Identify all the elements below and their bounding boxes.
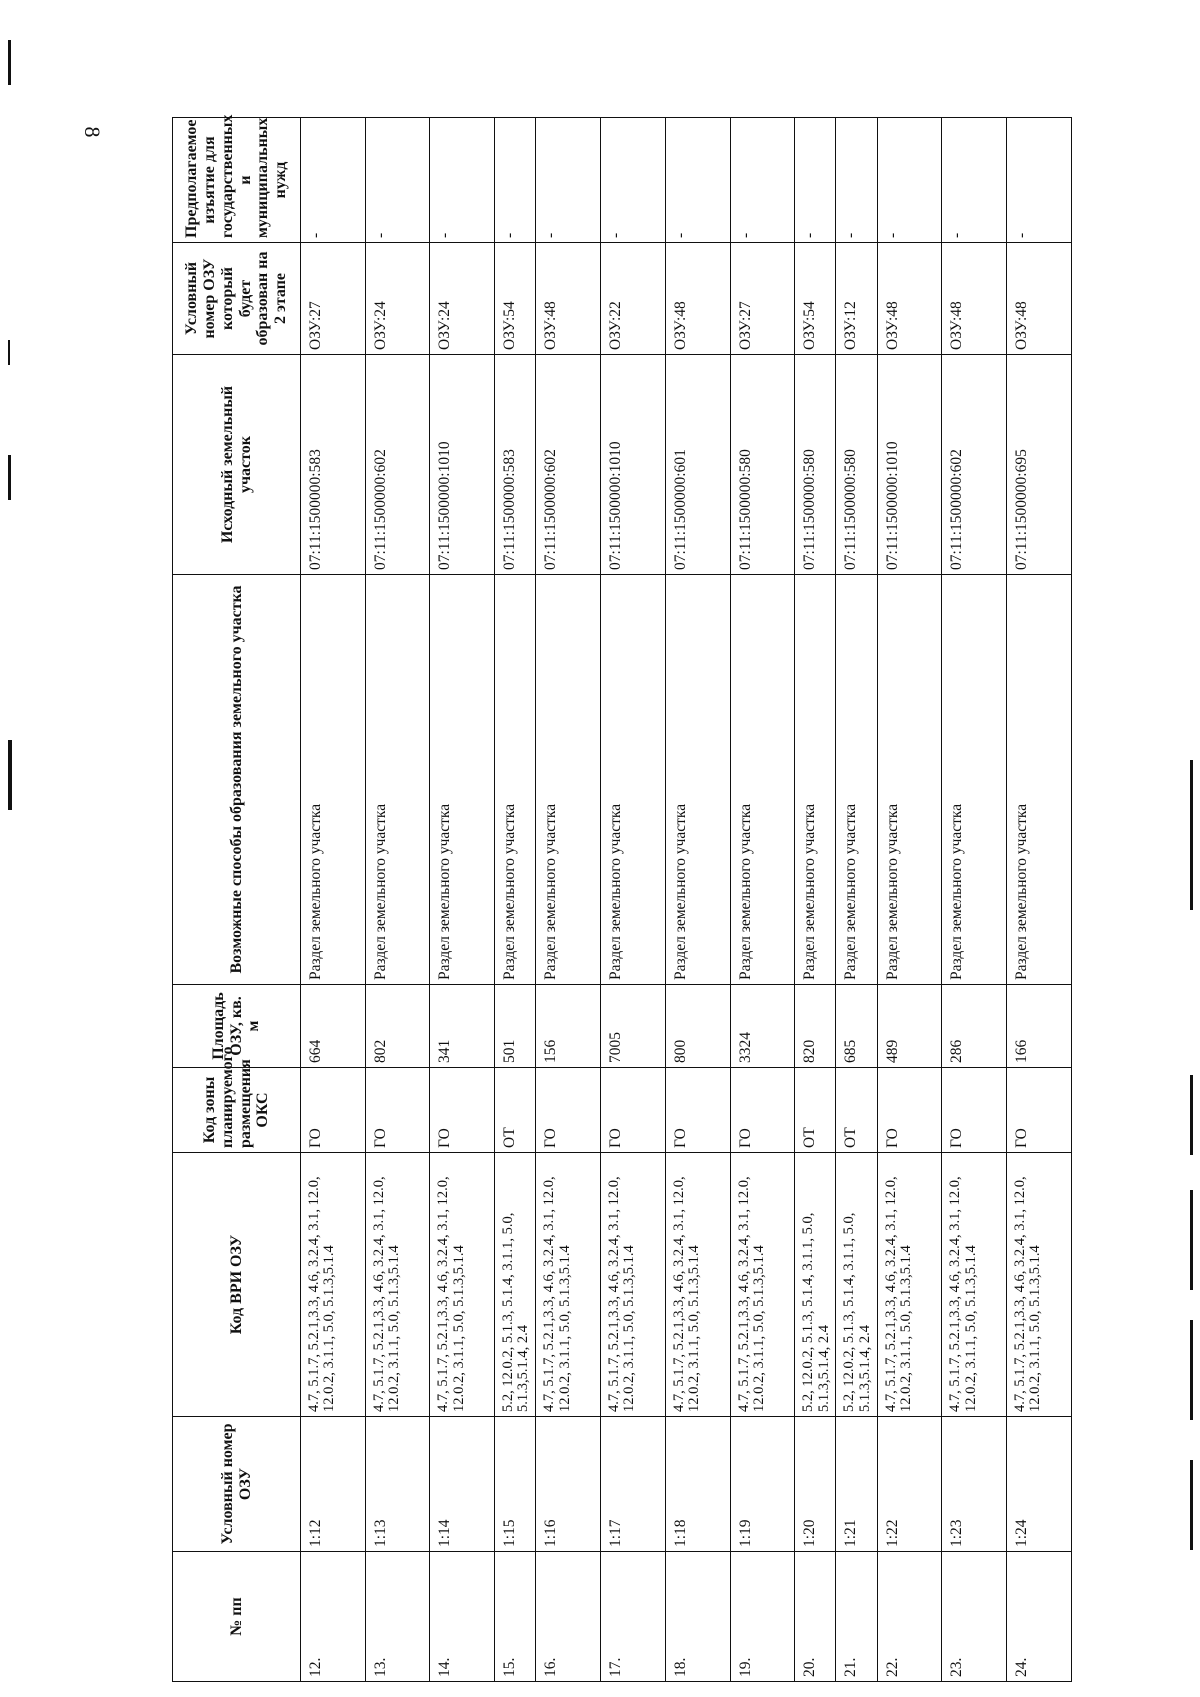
area-value: 802 [365,985,430,1068]
zone-code: ГО [1007,1068,1072,1153]
stage2-ozu: ОЗУ:48 [877,243,942,355]
ozu-number: 1:21 [836,1417,877,1552]
scan-mark [1190,1075,1193,1155]
formation-method: Раздел земельного участка [665,575,730,985]
table-row [836,118,877,1682]
seizure-value: - [795,118,836,243]
seizure-value: - [301,118,366,243]
formation-method: Раздел земельного участка [877,575,942,985]
row-number: 17. [601,1552,666,1682]
table-header-row [173,118,301,1682]
area-value: 3324 [730,985,795,1068]
source-plot: 07:11:1500000:580 [836,355,877,575]
area-value: 664 [301,985,366,1068]
page-number: 8 [80,126,105,138]
source-plot: 07:11:1500000:601 [665,355,730,575]
row-number: 15. [495,1552,536,1682]
ozu-number: 1:12 [301,1417,366,1552]
land-plots-table [172,114,1072,1682]
source-plot: 07:11:1500000:580 [795,355,836,575]
header-area: Площадь ОЗУ, кв. м [173,985,301,1068]
vri-code: 4.7, 5.1.7, 5.2.1,3.3, 4.6, 3.2.4, 3.1, 12.0, 12.0.2, 3.1.1, 5.0, 5.1.3,5.1.4 [365,1153,430,1417]
row-number: 12. [301,1552,366,1682]
zone-code: ГО [877,1068,942,1153]
ozu-number: 1:20 [795,1417,836,1552]
zone-code: ГО [536,1068,601,1153]
table-row [665,118,730,1682]
vri-code: 4.7, 5.1.7, 5.2.1,3.3, 4.6, 3.2.4, 3.1, 12.0, 12.0.2, 3.1.1, 5.0, 5.1.3,5.1.4 [536,1153,601,1417]
formation-method: Раздел земельного участка [795,575,836,985]
header-source-plot: Исходный земельный участок [173,355,301,575]
stage2-ozu: ОЗУ:48 [536,243,601,355]
header-seizure: Предполагаемое изъятие для государственных и муниципальных нужд [173,118,301,243]
source-plot: 07:11:1500000:1010 [877,355,942,575]
table-row [877,118,942,1682]
formation-method: Раздел земельного участка [836,575,877,985]
ozu-number: 1:17 [601,1417,666,1552]
area-value: 685 [836,985,877,1068]
scan-mark [8,40,11,85]
zone-code: ОТ [836,1068,877,1153]
seizure-value: - [730,118,795,243]
vri-code: 4.7, 5.1.7, 5.2.1,3.3, 4.6, 3.2.4, 3.1, 12.0, 12.0.2, 3.1.1, 5.0, 5.1.3,5.1.4 [665,1153,730,1417]
table-row [795,118,836,1682]
vri-code: 5.2, 12.0.2, 5.1.3, 5.1.4, 3.1.1, 5.0, 5.1.3,5.1.4, 2.4 [495,1153,536,1417]
source-plot: 07:11:1500000:602 [942,355,1007,575]
row-number: 19. [730,1552,795,1682]
formation-method: Раздел земельного участка [1007,575,1072,985]
table-row [495,118,536,1682]
formation-method: Раздел земельного участка [730,575,795,985]
table-row [1007,118,1072,1682]
source-plot: 07:11:1500000:1010 [430,355,495,575]
rotated-table-wrapper [172,114,1072,1682]
vri-code: 5.2, 12.0.2, 5.1.3, 5.1.4, 3.1.1, 5.0, 5.1.3,5.1.4, 2.4 [795,1153,836,1417]
area-value: 286 [942,985,1007,1068]
row-number: 20. [795,1552,836,1682]
zone-code: ГО [365,1068,430,1153]
scan-mark [1190,1190,1193,1290]
zone-code: ГО [430,1068,495,1153]
ozu-number: 1:15 [495,1417,536,1552]
source-plot: 07:11:1500000:1010 [601,355,666,575]
area-value: 820 [795,985,836,1068]
scan-mark [1190,1320,1193,1420]
row-number: 13. [365,1552,430,1682]
stage2-ozu: ОЗУ:24 [365,243,430,355]
formation-method: Раздел земельного участка [942,575,1007,985]
ozu-number: 1:19 [730,1417,795,1552]
row-number: 23. [942,1552,1007,1682]
scan-mark [8,740,12,810]
table-row [536,118,601,1682]
header-zone-code: Код зоны планируемого размещения ОКС [173,1068,301,1153]
area-value: 7005 [601,985,666,1068]
seizure-value: - [665,118,730,243]
area-value: 489 [877,985,942,1068]
seizure-value: - [430,118,495,243]
stage2-ozu: ОЗУ:48 [1007,243,1072,355]
source-plot: 07:11:1500000:602 [536,355,601,575]
header-ozu-number: Условный номер ОЗУ [173,1417,301,1552]
stage2-ozu: ОЗУ:12 [836,243,877,355]
formation-method: Раздел земельного участка [365,575,430,985]
formation-method: Раздел земельного участка [601,575,666,985]
source-plot: 07:11:1500000:580 [730,355,795,575]
ozu-number: 1:23 [942,1417,1007,1552]
seizure-value: - [495,118,536,243]
table-row [301,118,366,1682]
area-value: 341 [430,985,495,1068]
seizure-value: - [877,118,942,243]
ozu-number: 1:13 [365,1417,430,1552]
ozu-number: 1:22 [877,1417,942,1552]
stage2-ozu: ОЗУ:54 [795,243,836,355]
vri-code: 4.7, 5.1.7, 5.2.1,3.3, 4.6, 3.2.4, 3.1, 12.0, 12.0.2, 3.1.1, 5.0, 5.1.3,5.1.4 [301,1153,366,1417]
scan-mark [8,340,10,365]
stage2-ozu: ОЗУ:24 [430,243,495,355]
row-number: 24. [1007,1552,1072,1682]
row-number: 21. [836,1552,877,1682]
zone-code: ОТ [795,1068,836,1153]
formation-method: Раздел земельного участка [430,575,495,985]
source-plot: 07:11:1500000:602 [365,355,430,575]
ozu-number: 1:14 [430,1417,495,1552]
stage2-ozu: ОЗУ:22 [601,243,666,355]
row-number: 16. [536,1552,601,1682]
scan-mark [8,455,11,500]
header-num: № пп [173,1552,301,1682]
area-value: 800 [665,985,730,1068]
area-value: 156 [536,985,601,1068]
vri-code: 4.7, 5.1.7, 5.2.1,3.3, 4.6, 3.2.4, 3.1, 12.0, 12.0.2, 3.1.1, 5.0, 5.1.3,5.1.4 [730,1153,795,1417]
header-formation-method: Возможные способы образования земельного участка [173,575,301,985]
ozu-number: 1:24 [1007,1417,1072,1552]
seizure-value: - [601,118,666,243]
stage2-ozu: ОЗУ:48 [942,243,1007,355]
zone-code: ГО [601,1068,666,1153]
row-number: 18. [665,1552,730,1682]
vri-code: 4.7, 5.1.7, 5.2.1,3.3, 4.6, 3.2.4, 3.1, 12.0, 12.0.2, 3.1.1, 5.0, 5.1.3,5.1.4 [877,1153,942,1417]
scan-mark [1190,1460,1193,1550]
seizure-value: - [1007,118,1072,243]
ozu-number: 1:18 [665,1417,730,1552]
source-plot: 07:11:1500000:583 [495,355,536,575]
seizure-value: - [365,118,430,243]
table-row [430,118,495,1682]
source-plot: 07:11:1500000:583 [301,355,366,575]
zone-code: ГО [942,1068,1007,1153]
vri-code: 4.7, 5.1.7, 5.2.1,3.3, 4.6, 3.2.4, 3.1, 12.0, 12.0.2, 3.1.1, 5.0, 5.1.3,5.1.4 [1007,1153,1072,1417]
seizure-value: - [836,118,877,243]
table-row [942,118,1007,1682]
vri-code: 5.2, 12.0.2, 5.1.3, 5.1.4, 3.1.1, 5.0, 5.1.3,5.1.4, 2.4 [836,1153,877,1417]
zone-code: ГО [301,1068,366,1153]
seizure-value: - [942,118,1007,243]
vri-code: 4.7, 5.1.7, 5.2.1,3.3, 4.6, 3.2.4, 3.1, 12.0, 12.0.2, 3.1.1, 5.0, 5.1.3,5.1.4 [942,1153,1007,1417]
vri-code: 4.7, 5.1.7, 5.2.1,3.3, 4.6, 3.2.4, 3.1, 12.0, 12.0.2, 3.1.1, 5.0, 5.1.3,5.1.4 [430,1153,495,1417]
header-stage2-ozu: Условный номер ОЗУ который будет образован на 2 этапе [173,243,301,355]
stage2-ozu: ОЗУ:48 [665,243,730,355]
stage2-ozu: ОЗУ:54 [495,243,536,355]
stage2-ozu: ОЗУ:27 [301,243,366,355]
table-row [601,118,666,1682]
formation-method: Раздел земельного участка [495,575,536,985]
header-vri-code: Код ВРИ ОЗУ [173,1153,301,1417]
row-number: 22. [877,1552,942,1682]
formation-method: Раздел земельного участка [301,575,366,985]
area-value: 501 [495,985,536,1068]
zone-code: ГО [665,1068,730,1153]
source-plot: 07:11:1500000:695 [1007,355,1072,575]
table-row [365,118,430,1682]
row-number: 14. [430,1552,495,1682]
vri-code: 4.7, 5.1.7, 5.2.1,3.3, 4.6, 3.2.4, 3.1, 12.0, 12.0.2, 3.1.1, 5.0, 5.1.3,5.1.4 [601,1153,666,1417]
zone-code: ОТ [495,1068,536,1153]
stage2-ozu: ОЗУ:27 [730,243,795,355]
area-value: 166 [1007,985,1072,1068]
table-row [730,118,795,1682]
formation-method: Раздел земельного участка [536,575,601,985]
ozu-number: 1:16 [536,1417,601,1552]
scan-mark [1190,760,1193,910]
zone-code: ГО [730,1068,795,1153]
seizure-value: - [536,118,601,243]
